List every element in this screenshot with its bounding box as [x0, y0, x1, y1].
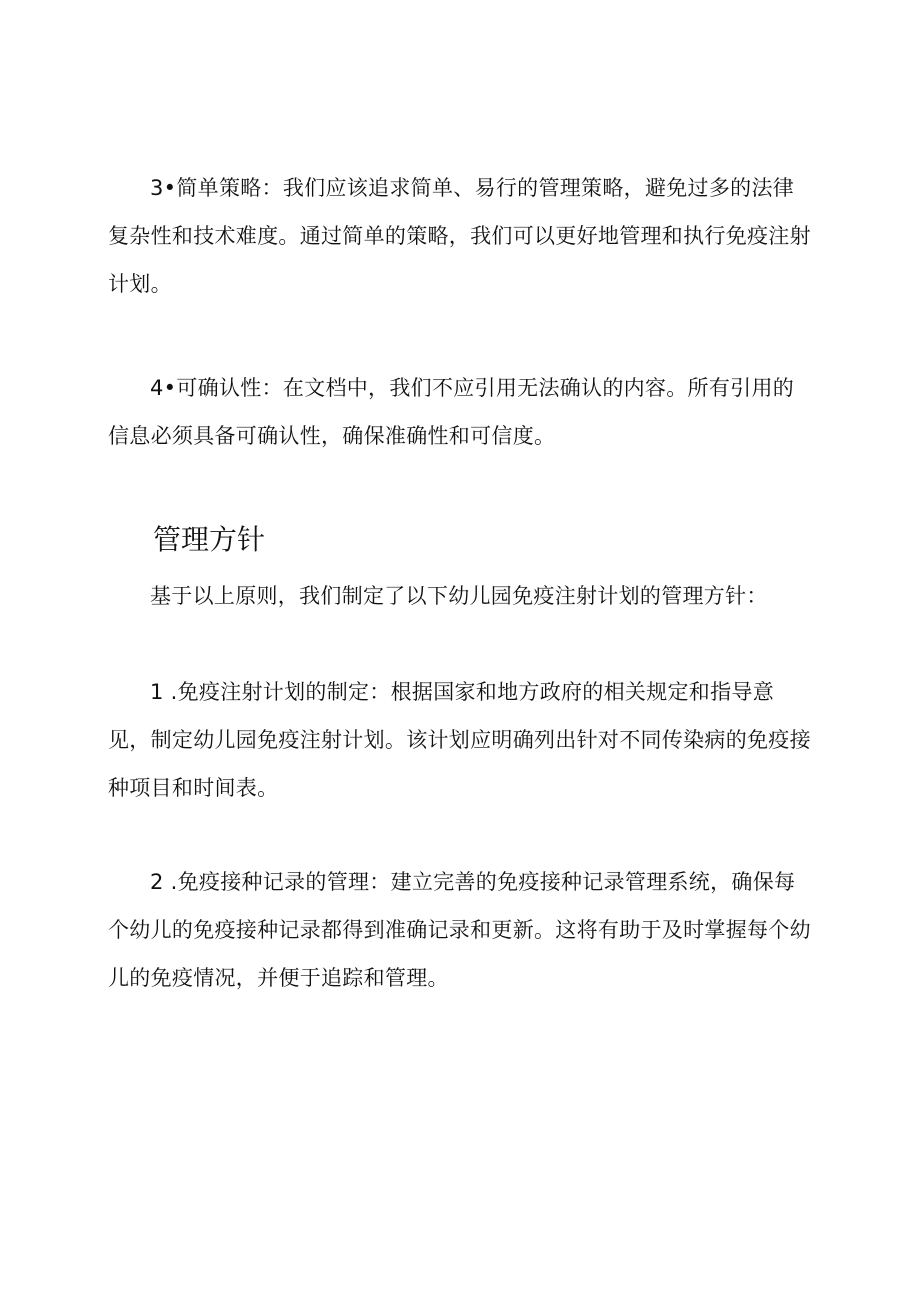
list-item-record-management: 2 .免疫接种记录的管理：建立完善的免疫接种记录管理系统，确保每个幼儿的免疫接种记录都得到准确记录和更新。这将有助于及时掌握每个幼儿的免疫情况，并便于追踪和管理。: [108, 870, 811, 990]
paragraph-simple-strategy: 3•简单策略：我们应该追求简单、易行的管理策略，避免过多的法律复杂性和技术难度。通过简单的策略，我们可以更好地管理和执行免疫注射计划。: [108, 176, 811, 296]
section-heading: 管理方针: [153, 523, 266, 556]
paragraph-verifiability: 4•可确认性：在文档中，我们不应引用无法确认的内容。所有引用的信息必须具备可确认性，确保准确性和可信度。: [108, 376, 795, 448]
list-item-plan-making: 1 .免疫注射计划的制定：根据国家和地方政府的相关规定和指导意见，制定幼儿园免疫注射计划。该计划应明确列出针对不同传染病的免疫接种项目和时间表。: [108, 680, 811, 800]
paragraph-intro: 基于以上原则，我们制定了以下幼儿园免疫注射计划的管理方针：: [150, 584, 768, 608]
